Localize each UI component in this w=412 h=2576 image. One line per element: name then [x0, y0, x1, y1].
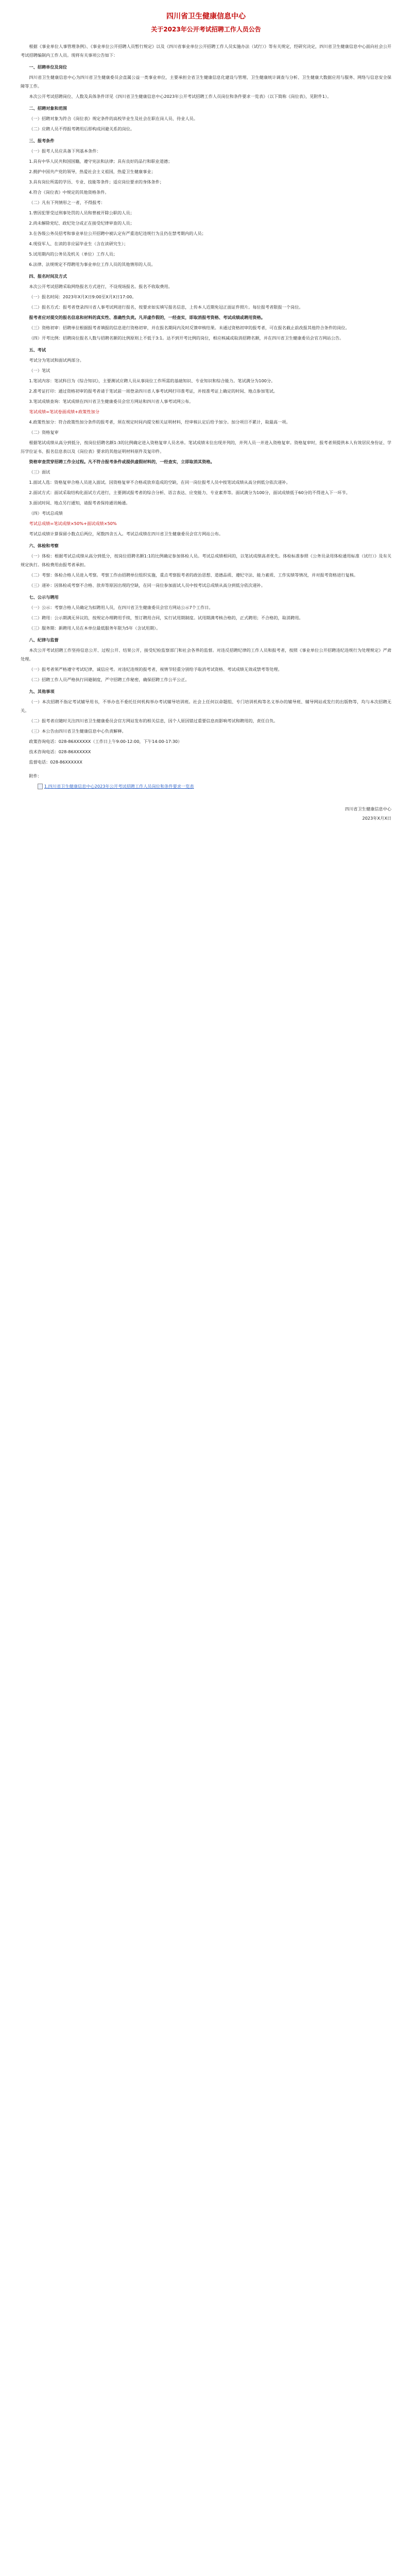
paragraph: 监督电话：028-86XXXXXX [29, 759, 82, 765]
section-heading: 八、纪律与监督 [29, 637, 59, 642]
paragraph: （二）应聘人员不得报考聘用后即构成回避关系的岗位。 [29, 126, 135, 131]
paragraph: （一）报考者须严格遵守考试纪律，诚信应考。对违纪违规的报考者，视情节轻重分别给予取消考试资格、考试成绩无效或禁考等处理。 [29, 667, 282, 672]
paragraph: 1.具有中华人民共和国国籍，遵守宪法和法律；具有良好的品行和职业道德； [29, 159, 173, 164]
paragraph: 本次公开考试招聘工作坚持信息公开、过程公开、结果公开，接受纪检监察部门和社会各界的监督。对违反招聘纪律的工作人员和报考者，按照《事业单位公开招聘违纪违规行为处理规定》严肃处理。 [21, 648, 391, 662]
announcement-body [21, 42, 391, 767]
paragraph: 本次公开考试招聘岗位、人数及具体条件详见《四川省卫生健康信息中心2023年公开考试招聘工作人员岗位和条件要求一览表》（以下简称《岗位表》，见附件1）。 [29, 94, 332, 99]
paragraph: （三）面试 [29, 469, 50, 474]
section-heading: 七、公示与聘用 [29, 595, 59, 600]
paragraph: 2.准考证打印：通过资格初审的报考者请于笔试前一周登录四川省人事考试网打印准考证，并按准考证上确定的时间、地点参加笔试。 [29, 388, 278, 394]
paragraph: （二）聘用：公示期满无异议的，按规定办理聘用手续，签订聘用合同，实行试用期制度。试用期满考核合格的，正式聘用；不合格的，取消聘用。 [29, 615, 303, 620]
paragraph: 3.面试时间、地点另行通知，请报考者保持通讯畅通。 [29, 500, 130, 505]
paragraph: 报考者应对提交的报名信息和材料的真实性、准确性负责。凡弄虚作假的，一经查实，即取消报考资格、考试成绩或聘用资格。 [29, 315, 265, 320]
paragraph: （二）报名方式：报考者登录四川省人事考试网进行报名，按要求如实填写报名信息，上传本人近期免冠正面证件照片。每位报考者限报一个岗位。 [29, 304, 303, 310]
paragraph: 考试分为笔试和面试两部分。 [29, 358, 84, 363]
section-heading: 三、报考条件 [29, 138, 55, 143]
paragraph: 1.曾因犯罪受过刑事处罚的人员和曾被开除公职的人员； [29, 210, 134, 215]
paragraph: 3.笔试成绩查询：笔试成绩在四川省卫生健康委员会官方网站和四川省人事考试网公布。 [29, 399, 194, 404]
page-title: 四川省卫生健康信息中心 [166, 12, 246, 21]
paragraph: （三）服务期：新聘用人员在本单位最低服务年限为5年（含试用期）。 [29, 625, 161, 631]
paragraph: （三）资格初审：招聘单位根据报考者填报的信息进行资格初审，并在报名期间内及时反馈审核结果。未通过资格初审的报考者，可在报名截止前改报其他符合条件的岗位。 [29, 325, 350, 330]
paragraph: （一）本次招聘不指定考试辅导用书，不举办也不委托任何机构举办考试辅导培训班。社会上任何以命题组、专门培训机构等名义举办的辅导班、辅导网站或发行的出版物等，均与本次招聘无关。 [21, 699, 391, 713]
document-icon [38, 784, 43, 789]
page-subtitle: 关于2023年公开考试招聘工作人员公告 [151, 26, 261, 33]
paragraph: 3.具有岗位所需的学历、专业、技能等条件；适应岗位要求的身体条件； [29, 179, 164, 184]
paragraph: （二）招聘工作人员严格执行回避制度，严守招聘工作秘密，确保招聘工作公平公正。 [29, 677, 190, 682]
attachments [21, 772, 391, 791]
paragraph: 5.试用期内的公务员及机关（单位）工作人员； [29, 251, 117, 257]
section-heading: 二、招聘对象和范围 [29, 106, 67, 111]
section-heading: 六、体检和考察 [29, 543, 59, 548]
attachment-link[interactable]: 1.四川省卫生健康信息中心2023年公开考试招聘工作人员岗位和条件要求一览表 [44, 784, 194, 789]
paragraph: 考试总成绩=笔试成绩×50%+面试成绩×50% [29, 521, 117, 526]
paragraph: 4.政策性加分：符合政策性加分条件的报考者，须在规定时间内提交相关证明材料，经审核认定后给予加分。加分项目不累计，取最高一项。 [29, 419, 290, 425]
paragraph: （一）笔试 [29, 368, 50, 373]
paragraph: （一）报考人员应具备下列基本条件： [29, 148, 101, 154]
paragraph: （二）资格复审 [29, 430, 59, 435]
paragraph: （四）考试总成绩 [29, 511, 63, 516]
signature-block [21, 804, 391, 823]
paragraph: （二）考察：体检合格人员进入考察。考察工作由招聘单位组织实施，重点考察报考者的政治思想、道德品质、遵纪守法、能力素质、工作实绩等情况，并对报考资格进行复核。 [29, 572, 358, 578]
paragraph: 1.笔试内容：笔试科目为《综合知识》，主要测试应聘人员从事岗位工作所需的基础知识、专业知识和综合能力。笔试满分为100分。 [29, 378, 276, 383]
paragraph: （一）招聘对象为符合《岗位表》规定条件的高校毕业生及社会在职在岗人员、待业人员。 [29, 116, 198, 121]
paragraph: 笔试成绩=笔试卷面成绩+政策性加分 [29, 409, 99, 414]
paragraph: 2.尚未解除党纪、政纪处分或正在接受纪律审查的人员； [29, 221, 134, 226]
paragraph: 4.现役军人、在读的非应届毕业生（含在读研究生）； [29, 241, 128, 246]
announcement-page [21, 0, 391, 823]
paragraph: （一）报名时间：2023年X月X日9:00至X月X日17:00。 [29, 294, 136, 299]
paragraph: 根据《事业单位人事管理条例》、《事业单位公开招聘人员暂行规定》以及《四川省事业单位公开招聘工作人员实施办法（试行）》等有关规定，经研究决定，四川省卫生健康信息中心面向社会公开考试招聘编制内工作人员。现将有关事项公告如下： [21, 44, 391, 58]
issuing-org: 四川省卫生健康信息中心 [345, 806, 391, 811]
paragraph: 1.面试人选：资格复审合格人员进入面试。因资格复审不合格或放弃造成的空缺，在同一岗位报考人员中按笔试成绩从高分到低分依次递补。 [29, 480, 290, 485]
paragraph: （一）体检：根据考试总成绩从高分到低分，按岗位招聘名额1:1的比例确定参加体检人员。考试总成绩相同的，以笔试成绩高者优先。体检标准参照《公务员录用体检通用标准（试行）》及有关规定执行。体检费用由报考者承担。 [21, 553, 391, 567]
issue-date: 2023年X月X日 [362, 816, 391, 821]
paragraph: 本次公开考试招聘采取网络报名方式进行，不设现场报名。报名不收取费用。 [29, 284, 173, 289]
section-heading: 九、其他事项 [29, 689, 55, 694]
paragraph: 根据笔试成绩从高分到低分，按岗位招聘名额1:3的比例确定进入资格复审人员名单。笔试成绩末位出现并列的，并列人员一并进入资格复审。资格复审时，报考者须提供本人有效居民身份证、学历学位证书、报名信息表以及《岗位表》要求的其他证明材料原件及复印件。 [21, 440, 391, 454]
section-heading: 五、考试 [29, 347, 46, 352]
paragraph: 资格审查贯穿招聘工作全过程。凡不符合报考条件或提供虚假材料的，一经查实，立即取消其资格。 [29, 459, 215, 464]
paragraph: 考试总成绩计算保留小数点后两位，尾数四舍五入。考试总成绩在四川省卫生健康委员会官方网站公布。 [29, 531, 224, 536]
paragraph: 6.法律、法规规定不得聘用为事业单位工作人员的其他情形的人员。 [29, 262, 156, 267]
paragraph: 3.在各级公务员招考和事业单位公开招聘中被认定有严重违纪违规行为且仍在禁考期内的人员； [29, 231, 206, 236]
attachment-item[interactable] [21, 782, 391, 791]
paragraph: （二）报考者应随时关注四川省卫生健康委员会官方网站发布的相关信息，因个人原因错过重要信息而影响考试和聘用的，责任自负。 [29, 718, 278, 723]
section-heading: 四、报名时间及方式 [29, 274, 67, 279]
paragraph: （三）递补：因体检或考察不合格、放弃等原因出现的空缺，在同一岗位参加面试人员中按考试总成绩从高分到低分依次递补。 [29, 583, 265, 588]
attachments-label: 附件： [29, 773, 42, 778]
paragraph: （四）开考比例：招聘岗位报名人数与招聘名额的比例原则上不低于3:1。达不到开考比例的岗位，相应核减或取消招聘名额，并在四川省卫生健康委员会官方网站公告。 [29, 335, 344, 341]
paragraph: 2.面试方式：面试采取结构化面试方式进行，主要测试报考者的综合分析、语言表达、应变能力、专业素养等。面试满分为100分，面试成绩低于60分的不得进入下一环节。 [29, 490, 350, 495]
paragraph: 四川省卫生健康信息中心为四川省卫生健康委员会直属公益一类事业单位，主要承担全省卫生健康信息化建设与管理、卫生健康统计调查与分析、卫生健康大数据应用与服务、网络与信息安全保障等工作。 [21, 75, 391, 89]
paragraph: （三）本公告由四川省卫生健康信息中心负责解释。 [29, 728, 126, 734]
section-heading: 一、招聘单位及岗位 [29, 64, 67, 70]
paragraph: 技术咨询电话：028-86XXXXXX [29, 749, 91, 754]
paragraph: 政策咨询电话：028-86XXXXXX（工作日上午9:00-12:00，下午14:00-17:30） [29, 739, 182, 744]
paragraph: （一）公示：考察合格人员确定为拟聘用人员，在四川省卫生健康委员会官方网站公示7个工作日。 [29, 605, 213, 610]
paragraph: 2.拥护中国共产党的领导，热爱社会主义祖国，热爱卫生健康事业； [29, 169, 156, 174]
paragraph: 4.符合《岗位表》中规定的其他资格条件。 [29, 190, 109, 195]
paragraph: （二）凡有下列情形之一者，不得报考： [29, 200, 105, 205]
